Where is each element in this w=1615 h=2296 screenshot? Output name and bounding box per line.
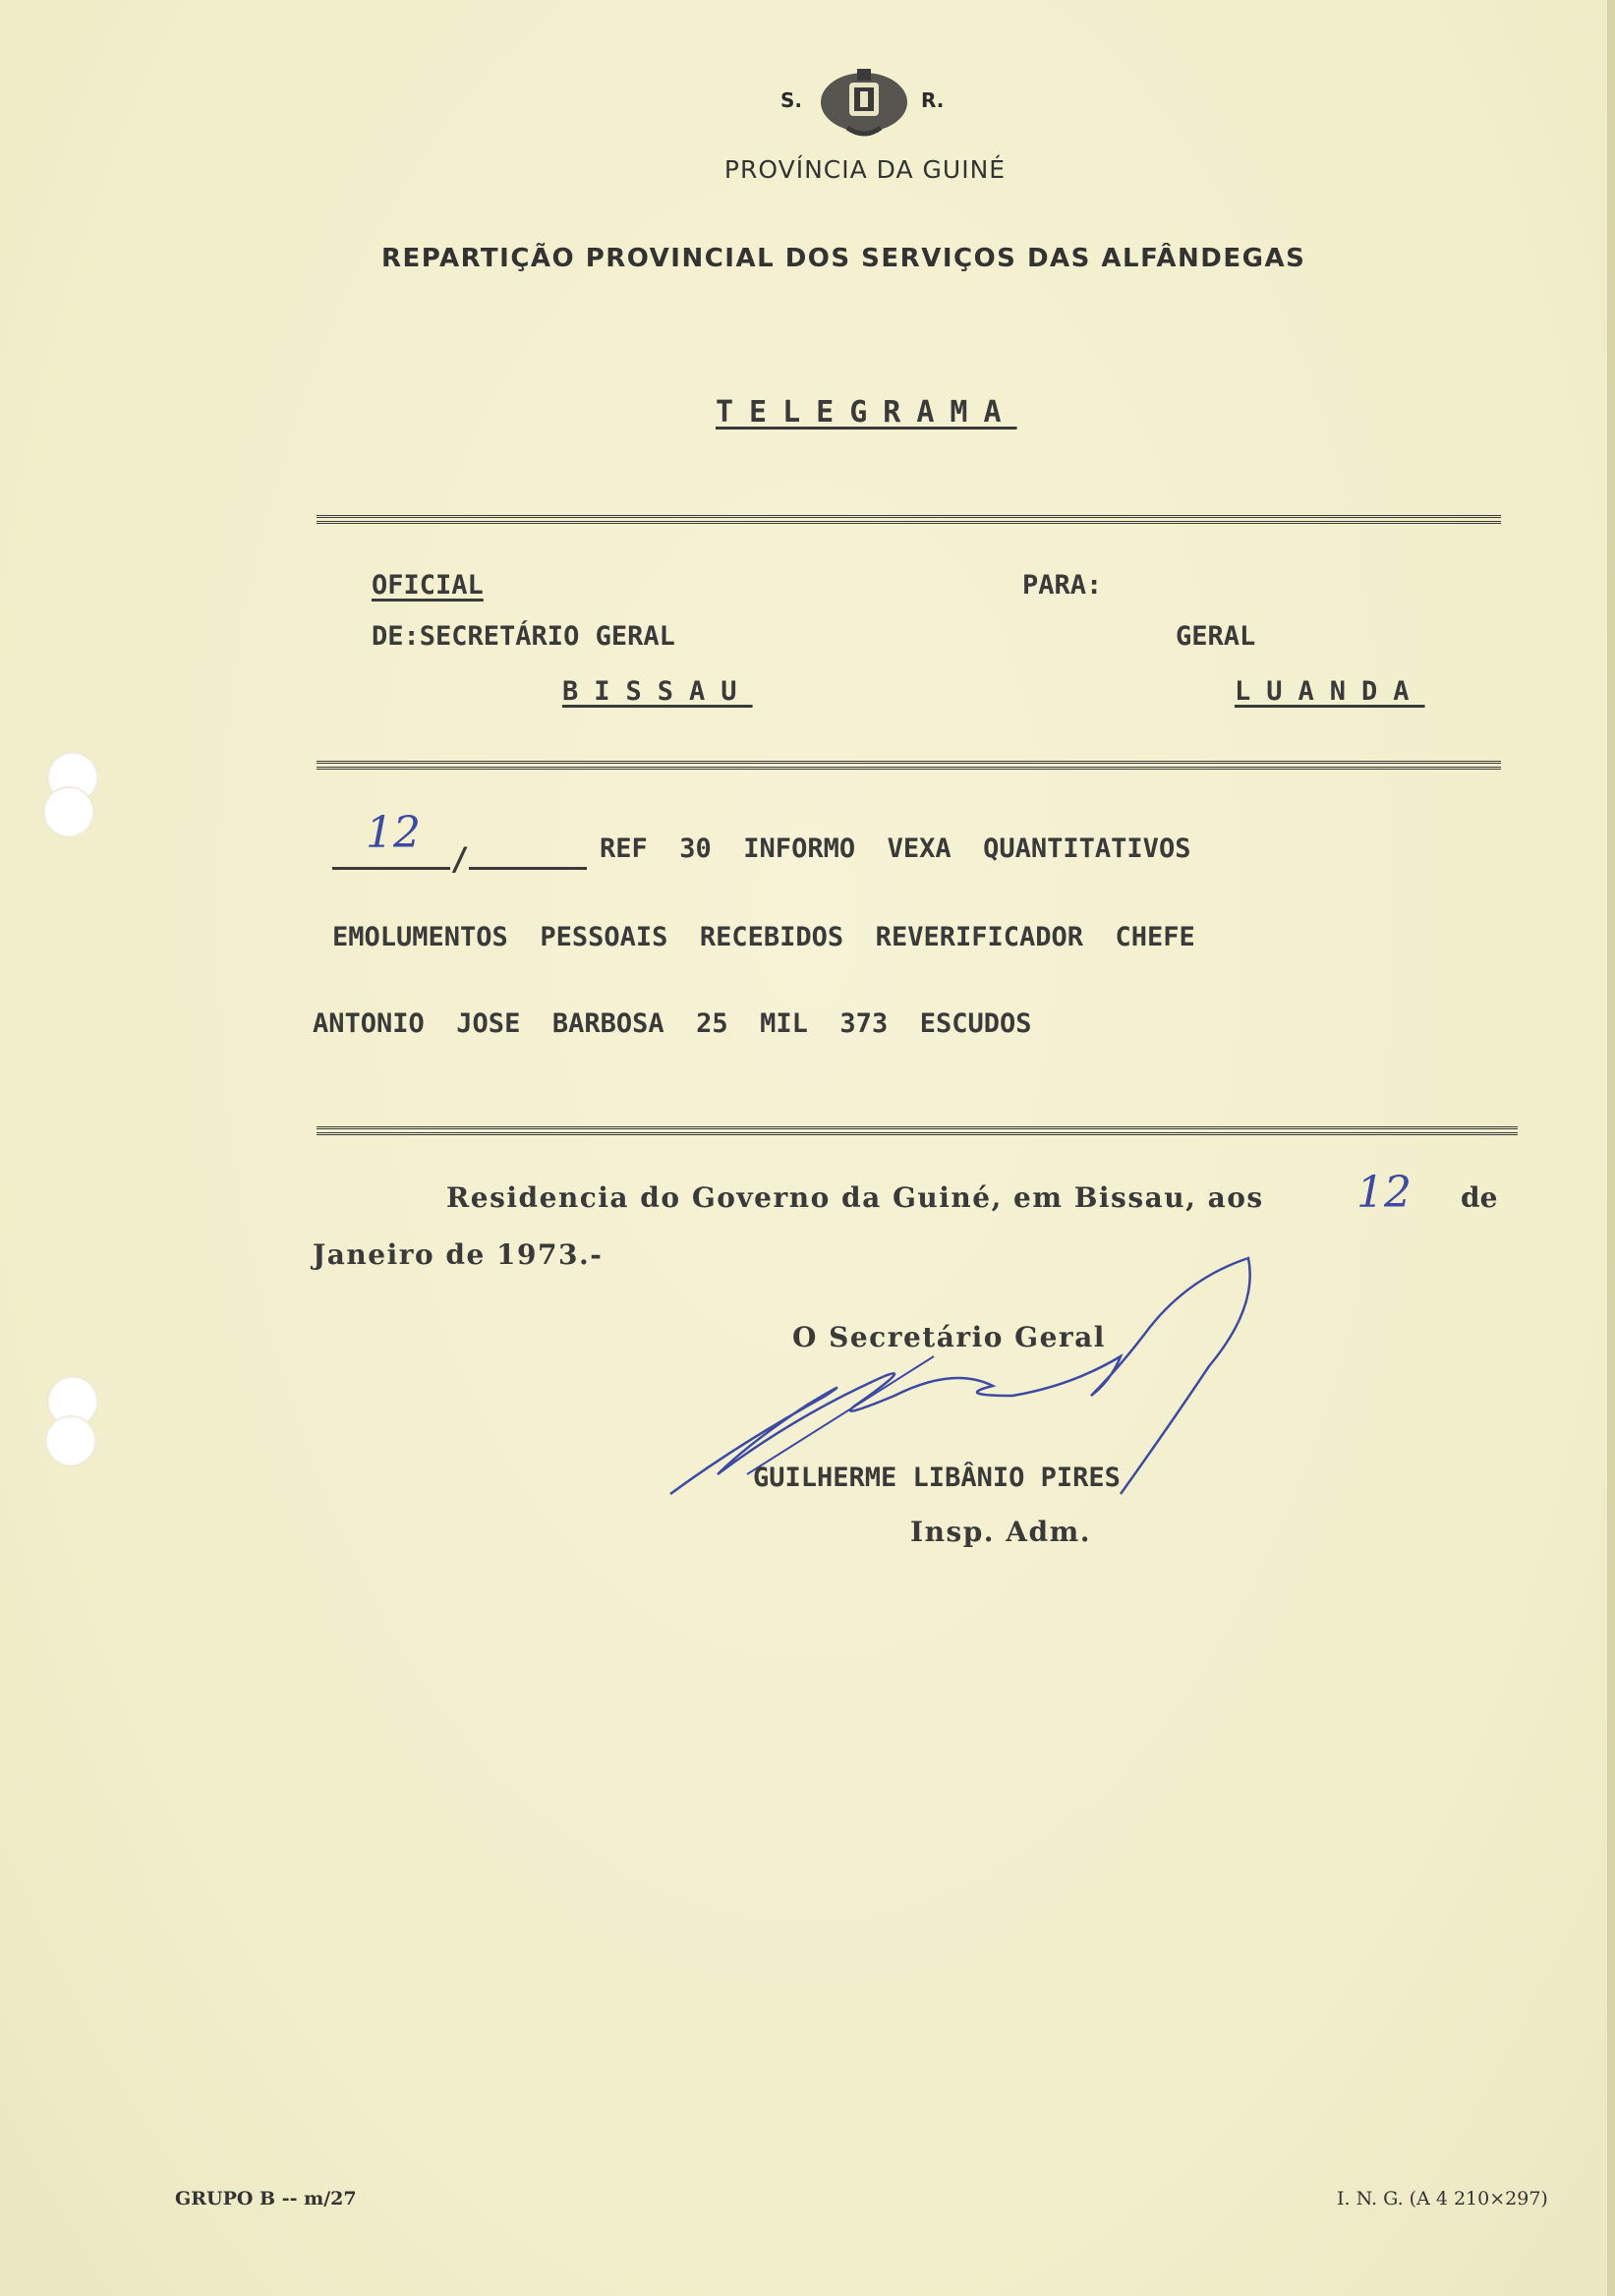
punch-hole	[43, 786, 94, 837]
message-line-2: EMOLUMENTOS PESSOAIS RECEBIDOS REVERIFICADOR CHEFE	[332, 922, 1195, 952]
department-heading: REPARTIÇÃO PROVINCIAL DOS SERVIÇOS DAS ALFÂNDEGAS	[381, 244, 1306, 273]
footer-left: GRUPO B -- m/27	[175, 2188, 357, 2210]
message-number: 12 /	[332, 824, 587, 878]
sr-left-label: S.	[780, 88, 803, 112]
coat-of-arms-icon	[818, 65, 910, 140]
to-city: LUANDA	[1235, 676, 1425, 707]
to-label: PARA:	[1022, 570, 1103, 601]
closing-line-1: Residencia do Governo da Guiné, em Bissau, aos	[446, 1181, 1264, 1214]
punch-hole	[45, 1415, 96, 1466]
telegram-title: TELEGRAMA	[716, 395, 1017, 430]
signatory-role: Insp. Adm.	[910, 1516, 1091, 1548]
paper-edge	[1607, 0, 1615, 2296]
signatory-name: GUILHERME LIBÂNIO PIRES	[753, 1463, 1121, 1493]
to-field: GERAL	[1176, 621, 1256, 652]
message-line-3: ANTONIO JOSE BARBOSA 25 MIL 373 ESCUDOS	[313, 1008, 1032, 1039]
message-type: OFICIAL	[372, 570, 484, 601]
divider-rule	[317, 761, 1501, 770]
footer-right: I. N. G. (A 4 210×297)	[1337, 2188, 1548, 2210]
closing-date: Janeiro de 1973.-	[313, 1238, 604, 1271]
divider-rule	[317, 515, 1501, 524]
from-city: BISSAU	[562, 676, 753, 707]
signatory-title: O Secretário Geral	[792, 1321, 1106, 1353]
province-heading: PROVÍNCIA DA GUINÉ	[723, 155, 1007, 184]
from-field: DE:SECRETÁRIO GERAL	[372, 621, 675, 652]
handwritten-day: 12	[1356, 1168, 1412, 1218]
divider-rule	[317, 1126, 1518, 1135]
closing-line-1-end: de	[1461, 1181, 1498, 1214]
sr-right-label: R.	[921, 88, 945, 112]
handwritten-number: 12	[366, 808, 421, 858]
message-line-1: REF 30 INFORMO VEXA QUANTITATIVOS	[600, 833, 1191, 864]
